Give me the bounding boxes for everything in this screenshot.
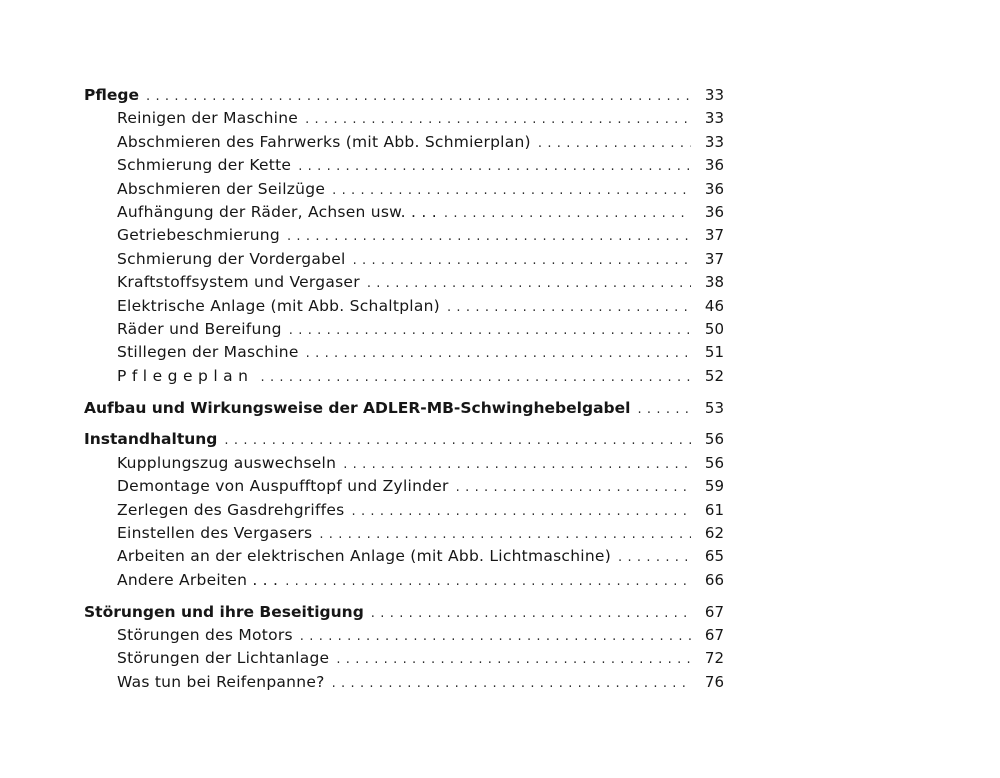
- toc-page-number: 66: [704, 570, 724, 589]
- toc-page-number: 72: [704, 649, 724, 668]
- toc-page-number: 53: [704, 398, 724, 417]
- toc-entry: [84, 271, 724, 294]
- toc-section: [84, 428, 724, 451]
- toc-entry: [84, 224, 724, 247]
- toc-page-number: 36: [704, 202, 724, 221]
- dot-leader: [538, 132, 691, 155]
- dot-leader: [306, 342, 691, 365]
- toc-page-number: 46: [704, 296, 724, 315]
- toc-page-number: 37: [704, 249, 724, 268]
- toc-entry-title: Pflegeplan: [117, 366, 254, 385]
- toc-page-number: 67: [704, 626, 724, 645]
- toc-entry-title: Arbeiten an der elektrischen Anlage (mit Abb. Lichtmaschine): [117, 547, 611, 566]
- toc-page-number: 56: [704, 453, 724, 472]
- toc-entry-title: Reinigen der Maschine: [117, 109, 299, 128]
- dot-leader: [444, 202, 691, 225]
- toc-page-number: 50: [704, 319, 724, 338]
- dot-leader: [319, 523, 691, 546]
- toc-entry-title: Andere Arbeiten . . .: [117, 570, 279, 589]
- toc-entry-title: Getriebeschmierung: [117, 226, 280, 245]
- dot-leader: [300, 625, 691, 648]
- toc-page-number: 56: [704, 430, 724, 449]
- toc-section: [84, 601, 724, 624]
- toc-page-number: 38: [704, 273, 724, 292]
- toc-page-number: 36: [704, 179, 724, 198]
- dot-leader: [332, 672, 691, 695]
- toc-section: [84, 397, 724, 420]
- dot-leader: [287, 225, 691, 248]
- toc-entry-title: Kupplungszug auswechseln: [117, 453, 337, 472]
- toc-page-number: 52: [704, 366, 724, 385]
- toc-entry-title: Aufbau und Wirkungsweise der ADLER-MB-Schwinghebelgabel: [84, 398, 631, 417]
- toc-entry-title: Störungen des Motors: [117, 626, 293, 645]
- toc-page-number: 51: [704, 343, 724, 362]
- dot-leader: [305, 108, 691, 131]
- table-of-contents: [84, 84, 724, 694]
- toc-entry-title: Instandhaltung: [84, 430, 218, 449]
- dot-leader: [261, 366, 692, 389]
- dot-leader: [298, 155, 691, 178]
- toc-entry-title: Kraftstoffsystem und Vergaser: [117, 273, 360, 292]
- toc-entry-title: Elektrische Anlage (mit Abb. Schaltplan): [117, 296, 440, 315]
- toc-entry: [84, 248, 724, 271]
- toc-entry-title: Schmierung der Kette: [117, 156, 292, 175]
- toc-entry-title: Demontage von Auspufftopf und Zylinder: [117, 477, 449, 496]
- toc-section: [84, 84, 724, 107]
- dot-leader: [456, 476, 691, 499]
- toc-entry-title: Störungen und ihre Beseitigung: [84, 602, 364, 621]
- toc-entry: [84, 341, 724, 364]
- toc-entry: [84, 545, 724, 568]
- dot-leader: [371, 602, 691, 625]
- dot-leader: [336, 648, 691, 671]
- toc-entry-title: Was tun bei Reifenpanne?: [117, 672, 325, 691]
- dot-leader: [285, 570, 691, 593]
- toc-page-number: 65: [704, 547, 724, 566]
- toc-entry: [84, 671, 724, 694]
- toc-entry-title: Schmierung der Vordergabel: [117, 249, 346, 268]
- toc-page-number: 67: [704, 602, 724, 621]
- toc-entry-title: Störungen der Lichtanlage: [117, 649, 330, 668]
- dot-leader: [224, 429, 691, 452]
- toc-entry-title: Zerlegen des Gasdrehgriffes: [117, 500, 345, 519]
- toc-page-number: 76: [704, 672, 724, 691]
- toc-entry-title: Stillegen der Maschine: [117, 343, 299, 362]
- toc-entry: [84, 624, 724, 647]
- toc-entry-title: Abschmieren des Fahrwerks (mit Abb. Schmierplan): [117, 132, 531, 151]
- toc-entry: [84, 365, 724, 388]
- toc-entry: [84, 201, 724, 224]
- toc-page-number: 33: [704, 109, 724, 128]
- toc-page-number: 62: [704, 524, 724, 543]
- dot-leader: [618, 546, 691, 569]
- toc-page-number: 61: [704, 500, 724, 519]
- toc-entry: [84, 154, 724, 177]
- dot-leader: [447, 296, 691, 319]
- toc-entry: [84, 318, 724, 341]
- dot-leader: [351, 500, 691, 523]
- toc-entry-title: Pflege: [84, 86, 139, 104]
- dot-leader: [353, 249, 691, 272]
- toc-page-number: 33: [704, 86, 724, 104]
- toc-entry: [84, 647, 724, 670]
- toc-entry: [84, 131, 724, 154]
- toc-entry: [84, 475, 724, 498]
- toc-entry-title: Aufhängung der Räder, Achsen usw. . . .: [117, 202, 437, 221]
- toc-entry-title: Einstellen des Vergasers: [117, 524, 313, 543]
- toc-entry: [84, 569, 724, 592]
- toc-page-number: 33: [704, 132, 724, 151]
- toc-entry-title: Räder und Bereifung: [117, 319, 282, 338]
- toc-entry: [84, 452, 724, 475]
- dot-leader: [367, 272, 691, 295]
- toc-entry: [84, 178, 724, 201]
- toc-page-number: 36: [704, 156, 724, 175]
- toc-entry: [84, 295, 724, 318]
- toc-page-number: 37: [704, 226, 724, 245]
- toc-page-number: 59: [704, 477, 724, 496]
- toc-entry: [84, 107, 724, 130]
- dot-leader: [146, 85, 691, 108]
- toc-entry: [84, 499, 724, 522]
- dot-leader: [332, 179, 691, 202]
- dot-leader: [343, 453, 691, 476]
- toc-entry-title: Abschmieren der Seilzüge: [117, 179, 326, 198]
- dot-leader: [289, 319, 691, 342]
- toc-entry: [84, 522, 724, 545]
- dot-leader: [637, 398, 691, 421]
